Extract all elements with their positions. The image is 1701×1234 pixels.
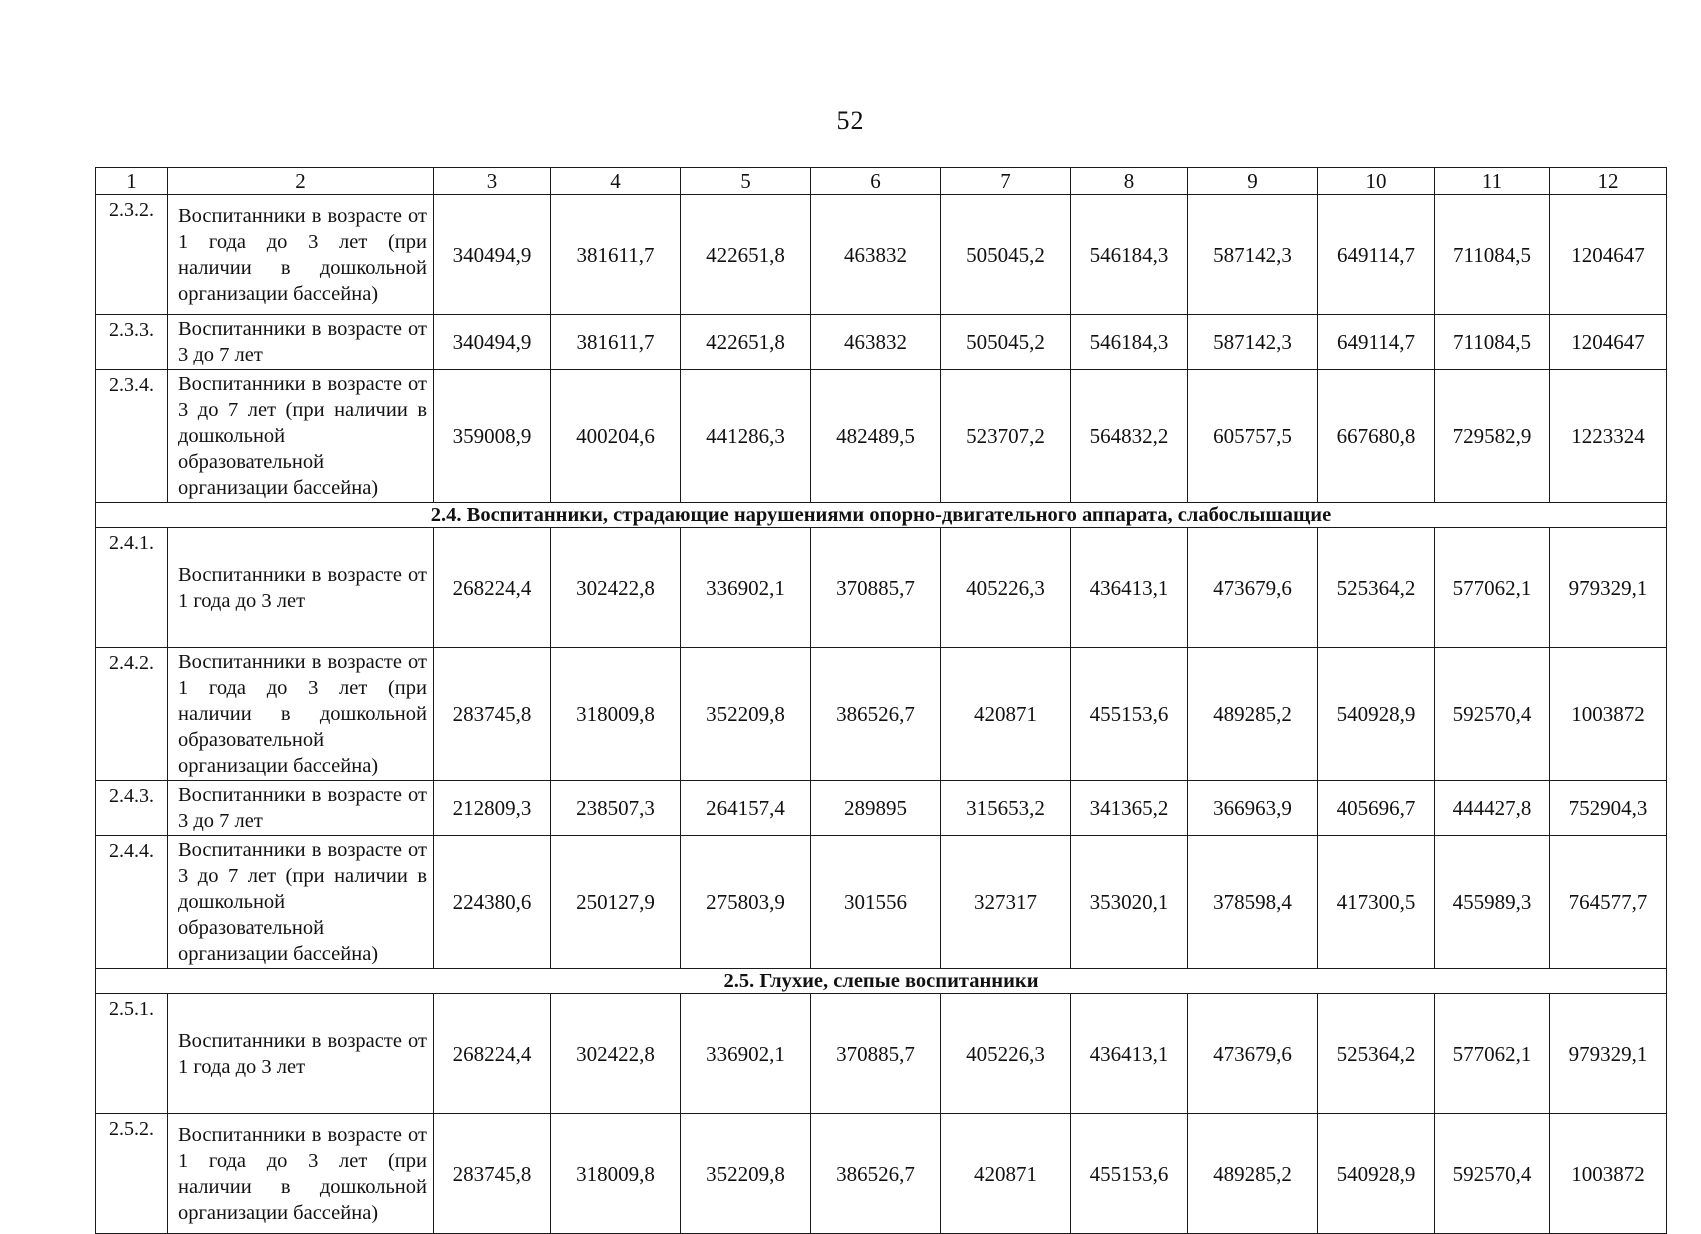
value-cell: 463832	[811, 315, 941, 370]
column-header: 7	[941, 168, 1071, 195]
table-row	[96, 994, 1667, 1114]
value-cell: 405696,7	[1318, 781, 1435, 836]
value-cell: 455989,3	[1435, 836, 1550, 969]
value-cell: 250127,9	[551, 836, 681, 969]
value-cell: 444427,8	[1435, 781, 1550, 836]
value-cell: 420871	[941, 648, 1071, 781]
tariff-table	[95, 167, 1667, 1234]
value-cell: 336902,1	[681, 994, 811, 1114]
value-cell: 605757,5	[1188, 370, 1318, 503]
header-row	[96, 168, 1667, 195]
value-cell: 523707,2	[941, 370, 1071, 503]
value-cell: 546184,3	[1071, 195, 1188, 315]
value-cell: 422651,8	[681, 315, 811, 370]
value-cell: 289895	[811, 781, 941, 836]
row-number: 2.4.2.	[96, 648, 168, 781]
column-header: 10	[1318, 168, 1435, 195]
column-header: 3	[434, 168, 551, 195]
row-description: Воспитанники в возрасте от 3 до 7 лет (при наличии в дошкольной образовательной организации бассейна)	[168, 836, 434, 969]
value-cell: 268224,4	[434, 994, 551, 1114]
column-header: 12	[1550, 168, 1667, 195]
row-description: Воспитанники в возрасте от 3 до 7 лет	[168, 315, 434, 370]
column-header: 9	[1188, 168, 1318, 195]
value-cell: 420871	[941, 1114, 1071, 1234]
table-row	[96, 195, 1667, 315]
value-cell: 302422,8	[551, 994, 681, 1114]
value-cell: 283745,8	[434, 1114, 551, 1234]
value-cell: 366963,9	[1188, 781, 1318, 836]
value-cell: 505045,2	[941, 195, 1071, 315]
value-cell: 370885,7	[811, 994, 941, 1114]
column-header: 6	[811, 168, 941, 195]
column-header: 4	[551, 168, 681, 195]
value-cell: 482489,5	[811, 370, 941, 503]
section-title: 2.5. Глухие, слепые воспитанники	[96, 969, 1667, 994]
row-number: 2.4.1.	[96, 528, 168, 648]
value-cell: 1003872	[1550, 1114, 1667, 1234]
value-cell: 386526,7	[811, 648, 941, 781]
value-cell: 979329,1	[1550, 994, 1667, 1114]
column-header: 5	[681, 168, 811, 195]
value-cell: 436413,1	[1071, 528, 1188, 648]
column-header: 1	[96, 168, 168, 195]
value-cell: 489285,2	[1188, 648, 1318, 781]
table-row	[96, 648, 1667, 781]
row-number: 2.5.1.	[96, 994, 168, 1114]
row-description: Воспитанники в возрасте от 1 года до 3 лет	[168, 994, 434, 1114]
value-cell: 525364,2	[1318, 528, 1435, 648]
value-cell: 381611,7	[551, 315, 681, 370]
value-cell: 577062,1	[1435, 994, 1550, 1114]
value-cell: 268224,4	[434, 528, 551, 648]
column-header: 11	[1435, 168, 1550, 195]
value-cell: 238507,3	[551, 781, 681, 836]
value-cell: 729582,9	[1435, 370, 1550, 503]
value-cell: 302422,8	[551, 528, 681, 648]
row-description: Воспитанники в возрасте от 1 года до 3 лет (при наличии в дошкольной образовательной организации бассейна)	[168, 648, 434, 781]
value-cell: 455153,6	[1071, 1114, 1188, 1234]
table-row	[96, 370, 1667, 503]
value-cell: 417300,5	[1318, 836, 1435, 969]
value-cell: 1003872	[1550, 648, 1667, 781]
value-cell: 336902,1	[681, 528, 811, 648]
row-number: 2.3.4.	[96, 370, 168, 503]
row-number: 2.4.4.	[96, 836, 168, 969]
value-cell: 463832	[811, 195, 941, 315]
value-cell: 587142,3	[1188, 315, 1318, 370]
value-cell: 1204647	[1550, 195, 1667, 315]
value-cell: 546184,3	[1071, 315, 1188, 370]
value-cell: 405226,3	[941, 994, 1071, 1114]
value-cell: 752904,3	[1550, 781, 1667, 836]
value-cell: 592570,4	[1435, 1114, 1550, 1234]
value-cell: 400204,6	[551, 370, 681, 503]
row-description: Воспитанники в возрасте от 1 года до 3 лет (при наличии в дошкольной организации бассейна)	[168, 195, 434, 315]
value-cell: 381611,7	[551, 195, 681, 315]
value-cell: 370885,7	[811, 528, 941, 648]
value-cell: 587142,3	[1188, 195, 1318, 315]
value-cell: 352209,8	[681, 1114, 811, 1234]
value-cell: 318009,8	[551, 648, 681, 781]
value-cell: 275803,9	[681, 836, 811, 969]
value-cell: 489285,2	[1188, 1114, 1318, 1234]
column-header: 8	[1071, 168, 1188, 195]
row-description: Воспитанники в возрасте от 3 до 7 лет	[168, 781, 434, 836]
value-cell: 301556	[811, 836, 941, 969]
row-description: Воспитанники в возрасте от 1 года до 3 лет	[168, 528, 434, 648]
table-row	[96, 528, 1667, 648]
value-cell: 540928,9	[1318, 1114, 1435, 1234]
page-number: 52	[836, 106, 865, 135]
table-row	[96, 1114, 1667, 1234]
row-number: 2.3.2.	[96, 195, 168, 315]
value-cell: 224380,6	[434, 836, 551, 969]
value-cell: 386526,7	[811, 1114, 941, 1234]
value-cell: 422651,8	[681, 195, 811, 315]
value-cell: 711084,5	[1435, 315, 1550, 370]
value-cell: 341365,2	[1071, 781, 1188, 836]
value-cell: 441286,3	[681, 370, 811, 503]
value-cell: 359008,9	[434, 370, 551, 503]
row-description: Воспитанники в возрасте от 1 года до 3 лет (при наличии в дошкольной организации бассейна)	[168, 1114, 434, 1234]
row-description: Воспитанники в возрасте от 3 до 7 лет (при наличии в дошкольной образовательной организации бассейна)	[168, 370, 434, 503]
value-cell: 979329,1	[1550, 528, 1667, 648]
value-cell: 318009,8	[551, 1114, 681, 1234]
column-header: 2	[168, 168, 434, 195]
value-cell: 283745,8	[434, 648, 551, 781]
value-cell: 577062,1	[1435, 528, 1550, 648]
value-cell: 340494,9	[434, 315, 551, 370]
value-cell: 711084,5	[1435, 195, 1550, 315]
value-cell: 525364,2	[1318, 994, 1435, 1114]
table-row	[96, 836, 1667, 969]
value-cell: 340494,9	[434, 195, 551, 315]
section-row	[96, 969, 1667, 994]
value-cell: 540928,9	[1318, 648, 1435, 781]
value-cell: 212809,3	[434, 781, 551, 836]
value-cell: 649114,7	[1318, 195, 1435, 315]
table-row	[96, 781, 1667, 836]
section-row	[96, 503, 1667, 528]
row-number: 2.5.2.	[96, 1114, 168, 1234]
value-cell: 378598,4	[1188, 836, 1318, 969]
value-cell: 455153,6	[1071, 648, 1188, 781]
value-cell: 264157,4	[681, 781, 811, 836]
value-cell: 436413,1	[1071, 994, 1188, 1114]
value-cell: 505045,2	[941, 315, 1071, 370]
table-row	[96, 315, 1667, 370]
value-cell: 473679,6	[1188, 528, 1318, 648]
value-cell: 405226,3	[941, 528, 1071, 648]
value-cell: 764577,7	[1550, 836, 1667, 969]
value-cell: 564832,2	[1071, 370, 1188, 503]
value-cell: 649114,7	[1318, 315, 1435, 370]
value-cell: 352209,8	[681, 648, 811, 781]
row-number: 2.4.3.	[96, 781, 168, 836]
value-cell: 353020,1	[1071, 836, 1188, 969]
value-cell: 1223324	[1550, 370, 1667, 503]
value-cell: 473679,6	[1188, 994, 1318, 1114]
row-number: 2.3.3.	[96, 315, 168, 370]
value-cell: 327317	[941, 836, 1071, 969]
section-title: 2.4. Воспитанники, страдающие нарушениями опорно-двигательного аппарата, слабослышащие	[96, 503, 1667, 528]
value-cell: 1204647	[1550, 315, 1667, 370]
value-cell: 592570,4	[1435, 648, 1550, 781]
value-cell: 667680,8	[1318, 370, 1435, 503]
value-cell: 315653,2	[941, 781, 1071, 836]
